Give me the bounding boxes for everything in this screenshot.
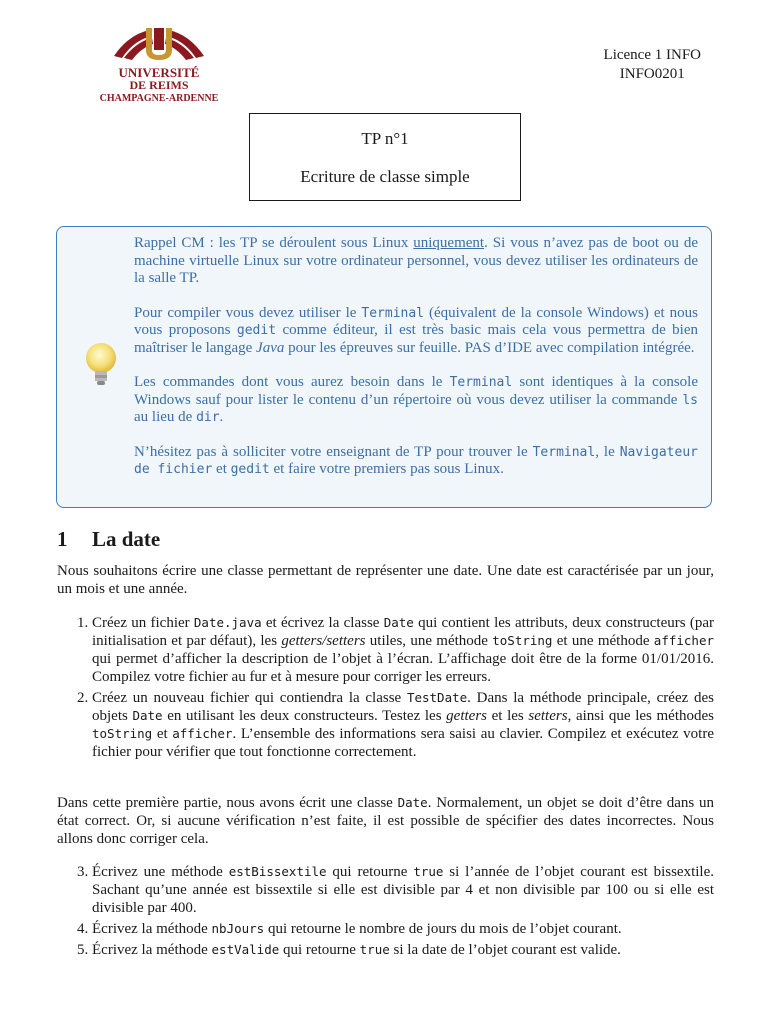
callout-paragraph-3: Les commandes dont vous aurez besoin dans le Terminal sont identiques à la console Windows sauf pour lister le contenu d’un répertoire où vous devez utiliser la commande ls au lieu de dir. bbox=[134, 374, 698, 425]
tp-title: Ecriture de classe simple bbox=[300, 167, 470, 186]
callout-paragraph-4: N’hésitez pas à solliciter votre enseignant de TP pour trouver le Terminal, le Navigateur de fichier et gedit et faire votre premiers pas sous Linux. bbox=[134, 443, 698, 477]
list-item: 4. Écrivez la méthode nbJours qui retourne le nombre de jours du mois de l’objet courant. bbox=[92, 920, 714, 938]
middle-paragraph: Dans cette première partie, nous avons écrit une classe Date. Normalement, un objet se doit d’être dans un état correct. Or, si aucune vérification n’est faite, il est possible de spécifier des dates incorrectes. Nous allons donc corriger cela. bbox=[57, 795, 715, 847]
course-info bbox=[604, 46, 701, 84]
lightbulb-icon bbox=[80, 340, 122, 392]
course-code: INFO0201 bbox=[619, 66, 685, 82]
list-item: 3. Écrivez une méthode estBissextile qui retourne true si l’année de l’objet courant est bissextile. Sachant qu’une année est bissextile si elle est divisible par 4 et non divisible par 100 ou si elle est divisible par 400. bbox=[92, 863, 714, 917]
section-heading: 1 La date bbox=[57, 527, 161, 551]
course-level: Licence 1 INFO bbox=[603, 47, 701, 63]
callout-paragraph-1: Rappel CM : les TP se déroulent sous Linux uniquement. Si vous n’avez pas de boot ou de machine virtuelle Linux sur votre ordinateur personnel, vous devez utiliser les ordinateurs de la salle TP. bbox=[134, 235, 698, 286]
exercise-list-2 bbox=[57, 863, 714, 962]
list-item: 5. Écrivez la méthode estValide qui retourne true si la date de l’objet courant est valide. bbox=[92, 941, 714, 959]
exercise-list-1 bbox=[57, 614, 714, 764]
university-name: UNIVERSITÉ DE REIMS CHAMPAGNE-ARDENNE bbox=[99, 65, 219, 104]
tp-number: TP n°1 bbox=[361, 129, 409, 148]
callout-paragraph-2: Pour compiler vous devez utiliser le Terminal (équivalent de la console Windows) et nous vous proposons gedit comme éditeur, il est très basic mais cela vous permettra de bien maîtriser le langage Java pour les épreuves sur feuille. PAS d’IDE avec compilation intégrée. bbox=[134, 304, 698, 356]
intro-paragraph: Nous souhaitons écrire une classe permettant de représenter une date. Une date est caractérisée par un jour, un mois et une année. bbox=[57, 563, 714, 597]
tp-title-box bbox=[249, 113, 521, 201]
list-item: 1. Créez un fichier Date.java et écrivez la classe Date qui contient les attributs, deux constructeurs (par initialisation et par défaut), les getters/setters utiles, une méthode toString et une méthode afficher qui permet d’afficher la description de l’objet à l’écran. L’affichage doit être de la forme 01/01/2016. Compilez votre fichier au fur et à mesure pour corriger les erreurs. bbox=[92, 614, 714, 686]
callout-text bbox=[134, 235, 698, 496]
list-item: 2. Créez un nouveau fichier qui contiendra la classe TestDate. Dans la méthode principale, créez des objets Date en utilisant les deux constructeurs. Testez les getters et les setters, ainsi que les méthodes toString et afficher. L’ensemble des informations sera saisi au clavier. Compilez et exécutez votre fichier pour vérifier que tout fonctionne correctement. bbox=[92, 689, 714, 761]
